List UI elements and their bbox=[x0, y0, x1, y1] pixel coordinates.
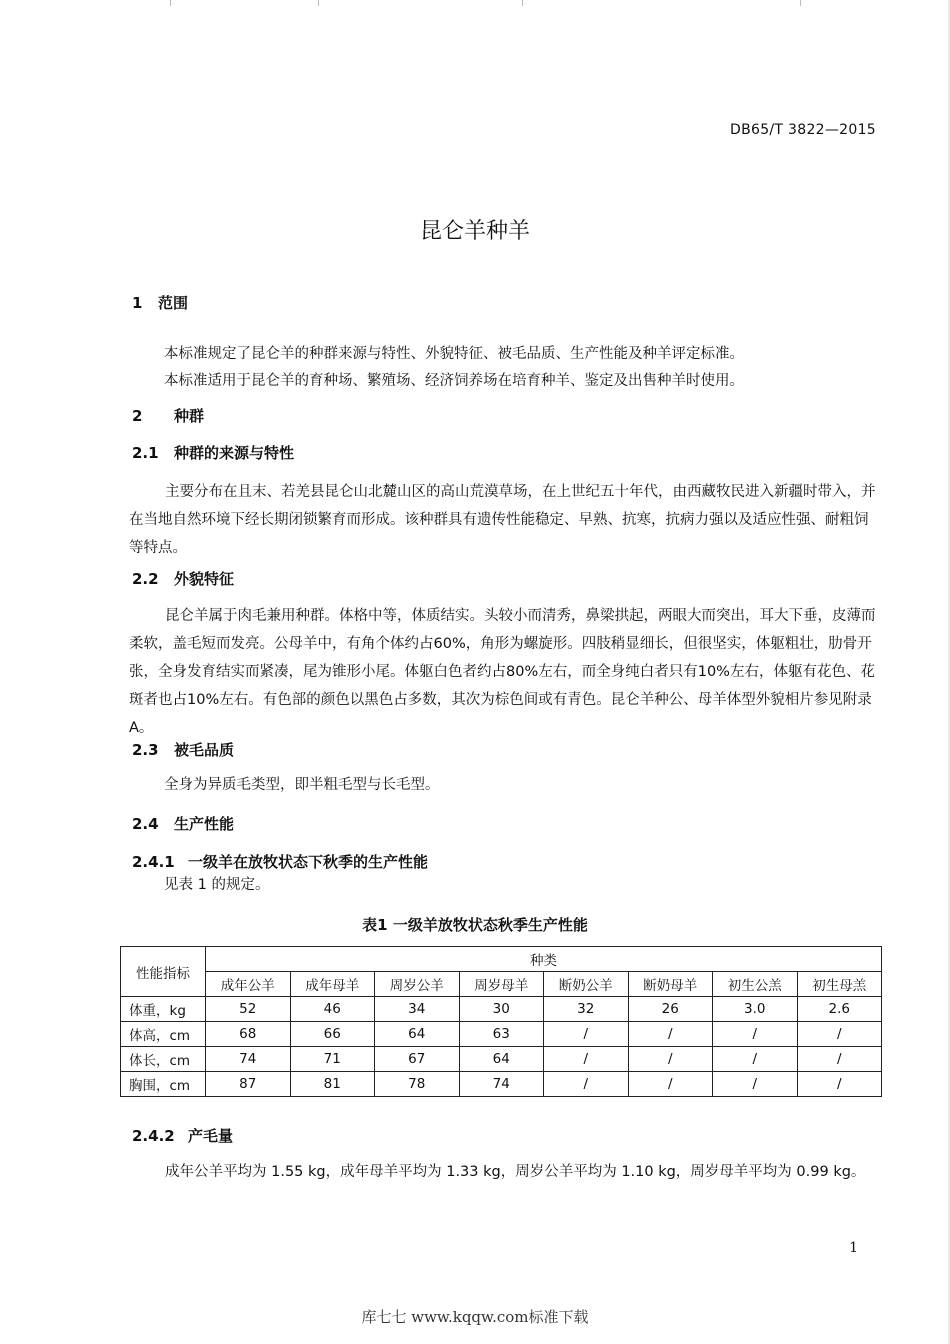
table-cell: 3.0 bbox=[713, 997, 798, 1022]
table-cell: / bbox=[713, 1047, 798, 1072]
table-cell: 74 bbox=[206, 1047, 291, 1072]
table-cell: / bbox=[628, 1047, 713, 1072]
table-row bbox=[121, 1072, 882, 1097]
table-row-label: 体高，cm bbox=[121, 1022, 206, 1047]
section-number: 2.4.2 bbox=[132, 1127, 175, 1145]
table-corner-header: 性能指标 bbox=[121, 947, 206, 997]
section-title: 范围 bbox=[158, 294, 189, 312]
table-cell: 64 bbox=[375, 1022, 460, 1047]
table-cell: 30 bbox=[459, 997, 544, 1022]
table-cell: 46 bbox=[290, 997, 375, 1022]
paragraph: 本标准规定了昆仑羊的种群来源与特性、外貌特征、被毛品质、生产性能及种羊评定标准。 bbox=[164, 346, 744, 362]
table-column-header: 初生母羔 bbox=[797, 972, 882, 997]
section-title: 种群 bbox=[174, 407, 205, 425]
section-number: 2.2 bbox=[132, 570, 159, 588]
section-title: 外貌特征 bbox=[174, 570, 235, 588]
section-heading-2-3 bbox=[132, 739, 234, 760]
table-cell: / bbox=[797, 1022, 882, 1047]
table-row-label: 体长，cm bbox=[121, 1047, 206, 1072]
performance-table bbox=[120, 946, 882, 1097]
table-cell: 26 bbox=[628, 997, 713, 1022]
table-cell: 81 bbox=[290, 1072, 375, 1097]
scan-mark bbox=[318, 0, 319, 6]
section-title: 生产性能 bbox=[174, 815, 235, 833]
table-cell: / bbox=[544, 1047, 629, 1072]
table-cell: 34 bbox=[375, 997, 460, 1022]
section-heading-2-2 bbox=[132, 568, 234, 589]
section-heading-2 bbox=[132, 405, 204, 426]
section-title: 被毛品质 bbox=[174, 741, 235, 759]
table-column-header: 成年母羊 bbox=[290, 972, 375, 997]
table-header-row bbox=[121, 947, 882, 972]
section-number: 1 bbox=[132, 294, 143, 312]
section-heading-2-4 bbox=[132, 813, 234, 834]
table-cell: / bbox=[797, 1047, 882, 1072]
section-number: 2.3 bbox=[132, 741, 159, 759]
section-title: 一级羊在放牧状态下秋季的生产性能 bbox=[188, 853, 429, 871]
table-column-header: 周岁母羊 bbox=[459, 972, 544, 997]
table-row-label: 体重，kg bbox=[121, 997, 206, 1022]
section-number: 2.4.1 bbox=[132, 853, 175, 871]
table-column-header: 断奶公羊 bbox=[544, 972, 629, 997]
section-number: 2 bbox=[132, 407, 143, 425]
section-heading-2-4-1 bbox=[132, 851, 428, 872]
table-cell: / bbox=[713, 1072, 798, 1097]
document-title: 昆仑羊种羊 bbox=[419, 219, 530, 244]
table-cell: / bbox=[544, 1072, 629, 1097]
paragraph: 主要分布在且末、若羌县昆仑山北麓山区的高山荒漠草场，在上世纪五十年代，由西藏牧民进入新疆时带入，并在当地自然环境下经长期闭锁繁育而形成。该种群具有遗传性能稳定、早熟、抗寒，抗病力强以及适应性强、耐粗饲等特点。 bbox=[129, 484, 876, 556]
scan-mark bbox=[800, 0, 801, 6]
table-cell: / bbox=[713, 1022, 798, 1047]
table-cell: 64 bbox=[459, 1047, 544, 1072]
paragraph: 成年公羊平均为 1.55 kg，成年母羊平均为 1.33 kg，周岁公羊平均为 1.10 kg，周岁母羊平均为 0.99 kg。 bbox=[165, 1164, 866, 1180]
section-title: 种群的来源与特性 bbox=[174, 444, 295, 462]
paragraph: 见表 1 的规定。 bbox=[164, 877, 270, 893]
section-title: 产毛量 bbox=[188, 1127, 234, 1145]
table-group-header: 种类 bbox=[206, 947, 882, 972]
page-number: 1 bbox=[849, 1240, 858, 1256]
scan-mark bbox=[170, 0, 171, 6]
paragraph: 本标准适用于昆仑羊的育种场、繁殖场、经济饲养场在培育种羊、鉴定及出售种羊时使用。 bbox=[164, 373, 744, 389]
paragraph: 昆仑羊属于肉毛兼用种群。体格中等，体质结实。头较小而清秀，鼻梁拱起，两眼大而突出，耳大下垂，皮薄而柔软，盖毛短而发亮。公母羊中，有角个体约占60%，角形为螺旋形。四肢稍显细长，但很坚实，体躯粗壮，肋骨开张，全身发育结实而紧凑，尾为锥形小尾。体躯白色者约占80%左右，而全身纯白者只有10%左右，体躯有花色、花斑者也占10%左右。有色部的颜色以黑色占多数，其次为棕色间或有青色。昆仑羊种公、母羊体型外貌相片参见附录A。 bbox=[129, 608, 876, 736]
table-cell: / bbox=[628, 1022, 713, 1047]
table-row bbox=[121, 1022, 882, 1047]
scan-mark bbox=[522, 0, 523, 6]
table-cell: 74 bbox=[459, 1072, 544, 1097]
table-row bbox=[121, 1047, 882, 1072]
section-number: 2.1 bbox=[132, 444, 159, 462]
table-row bbox=[121, 997, 882, 1022]
standard-code: DB65/T 3822—2015 bbox=[730, 122, 876, 138]
footer-watermark: 库七七 www.kqqw.com标准下载 bbox=[361, 1308, 589, 1326]
table-cell: 68 bbox=[206, 1022, 291, 1047]
table-cell: 63 bbox=[459, 1022, 544, 1047]
section-heading-1 bbox=[132, 292, 188, 313]
table-caption: 表1 一级羊放牧状态秋季生产性能 bbox=[362, 916, 588, 934]
table-cell: 67 bbox=[375, 1047, 460, 1072]
table-cell: / bbox=[628, 1072, 713, 1097]
table-cell: 66 bbox=[290, 1022, 375, 1047]
table-row-label: 胸围，cm bbox=[121, 1072, 206, 1097]
table-cell: 32 bbox=[544, 997, 629, 1022]
paragraph: 全身为异质毛类型，即半粗毛型与长毛型。 bbox=[164, 777, 440, 793]
table-column-header: 成年公羊 bbox=[206, 972, 291, 997]
table-cell: 2.6 bbox=[797, 997, 882, 1022]
table-cell: 52 bbox=[206, 997, 291, 1022]
section-number: 2.4 bbox=[132, 815, 159, 833]
table-column-header: 断奶母羊 bbox=[628, 972, 713, 997]
table-cell: / bbox=[797, 1072, 882, 1097]
table-column-header: 初生公羔 bbox=[713, 972, 798, 997]
table-cell: 87 bbox=[206, 1072, 291, 1097]
section-heading-2-4-2 bbox=[132, 1125, 233, 1146]
table-column-header: 周岁公羊 bbox=[375, 972, 460, 997]
table-column-header-row bbox=[121, 972, 882, 997]
table-cell: / bbox=[544, 1022, 629, 1047]
section-heading-2-1 bbox=[132, 442, 294, 463]
table-cell: 78 bbox=[375, 1072, 460, 1097]
table-cell: 71 bbox=[290, 1047, 375, 1072]
